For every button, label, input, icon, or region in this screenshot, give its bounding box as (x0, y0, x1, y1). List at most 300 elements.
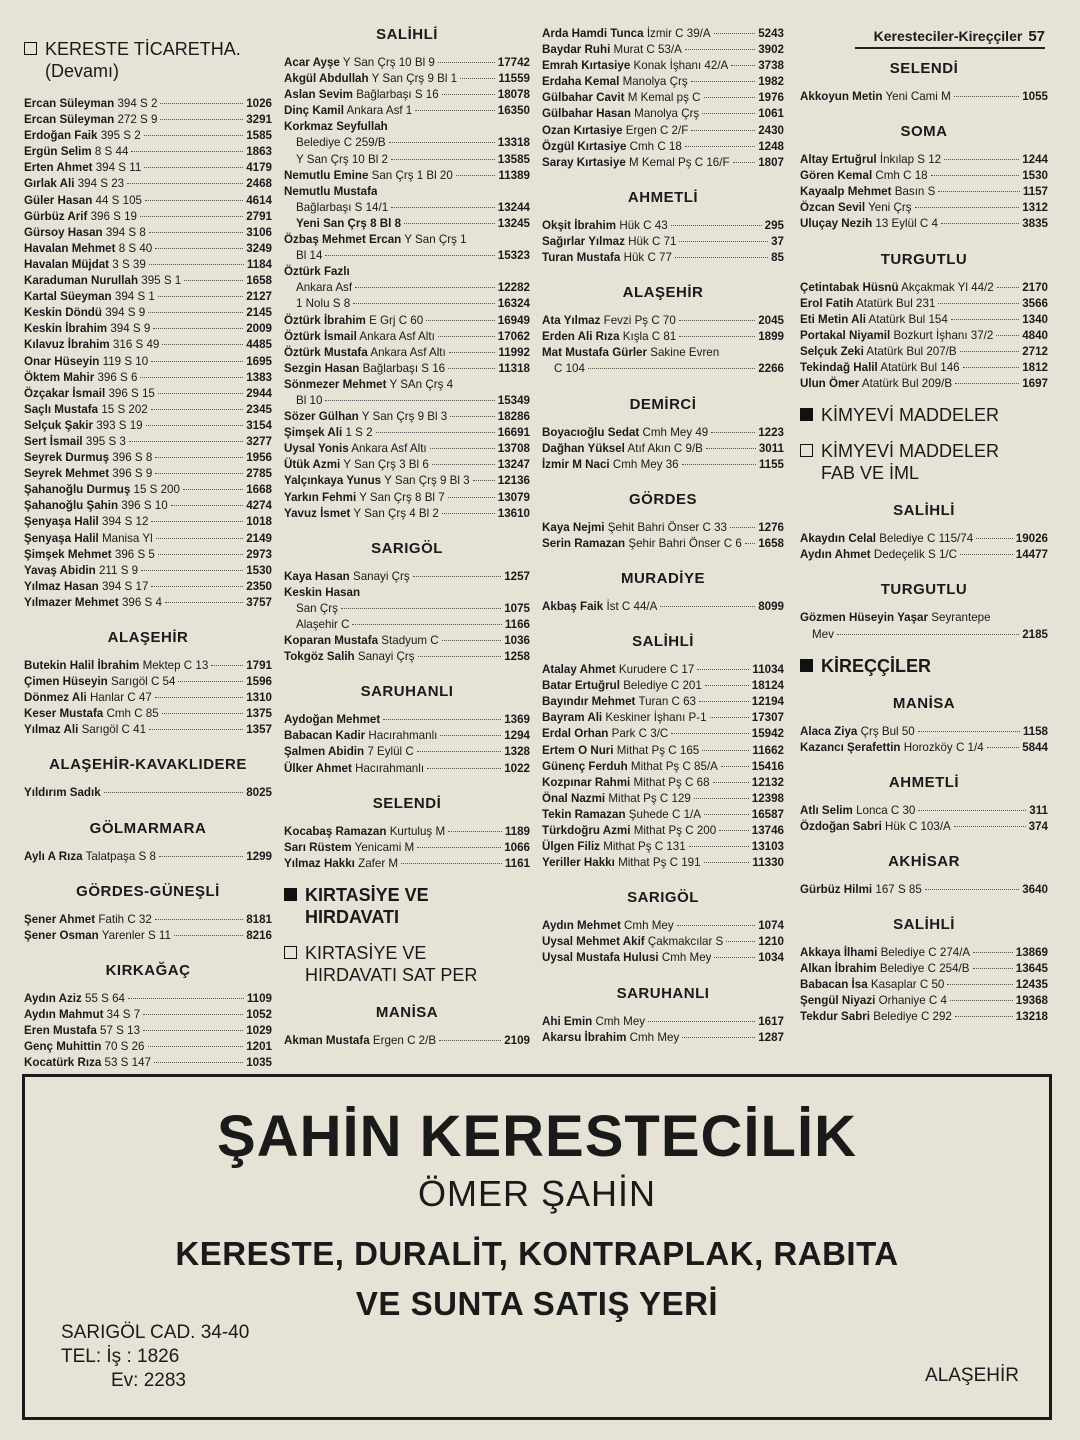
dot-leader (679, 320, 755, 321)
listing-row (284, 744, 530, 760)
listing-name-address (24, 1007, 140, 1023)
category-title-line: HIRDAVATI SAT PER (305, 964, 478, 985)
category-title-line: HIRDAVATI (305, 906, 399, 927)
listing-name: Kazancı Şerafettin (800, 740, 901, 754)
dot-leader (427, 768, 501, 769)
listing-name-address (800, 945, 970, 961)
section-heading: TURGUTLU (880, 250, 968, 268)
listing-name-address (24, 690, 152, 706)
listing-address: Y San Çrş 3 Bl 6 (343, 458, 429, 472)
listing-name-address (24, 658, 208, 674)
listing-row (542, 678, 784, 694)
listing-name-address (800, 344, 957, 360)
dot-leader (438, 336, 495, 337)
listing-name: Yılmaz Hakkı (284, 856, 355, 870)
listing-phone: 1061 (758, 107, 784, 121)
listing-name-address (542, 42, 682, 58)
listing-address: 396 S 5 (114, 547, 155, 561)
listing-row (542, 218, 784, 234)
listing-group (24, 991, 272, 1071)
dot-leader (918, 731, 1020, 732)
listing-name-address (284, 457, 429, 473)
listing-address: Alaşehir C (296, 618, 350, 631)
listing-name: Öktem Mahir (24, 370, 95, 384)
dot-leader (960, 351, 1020, 352)
listing-name-address (24, 354, 148, 370)
listing-name-address (24, 547, 155, 563)
listing-address: 272 S 9 (117, 113, 158, 127)
listing-row (800, 740, 1048, 756)
listing-name-address (800, 280, 994, 296)
listing-name: Kozpınar Rahmi (542, 775, 631, 789)
listing-group (284, 712, 530, 776)
listing-address: Sarıgöl C 54 (111, 675, 176, 689)
listing-phone: 16691 (497, 426, 530, 440)
listing-phone: 12435 (1015, 978, 1048, 992)
dot-leader (460, 78, 495, 79)
listing-name: Ata Yılmaz (542, 314, 601, 328)
listing-name-address (800, 89, 951, 105)
dot-leader (155, 473, 243, 474)
dot-leader (128, 998, 244, 999)
listing-name: Uluçay Nezih (800, 217, 873, 231)
listing-name-address (24, 370, 137, 386)
listing-phone: 2045 (758, 314, 784, 328)
dot-leader (211, 665, 243, 666)
dot-leader (925, 889, 1019, 890)
listing-name: Keskin Döndü (24, 306, 102, 320)
listing-phone: 4840 (1022, 328, 1048, 342)
dot-leader (159, 856, 243, 857)
listing-phone: 1807 (758, 155, 784, 169)
listing-row (542, 726, 784, 742)
listing-address: Hük C 71 (628, 234, 677, 248)
listing-phone: 1697 (1022, 377, 1048, 391)
section-heading: SALİHLİ (893, 502, 955, 520)
listing-name: Uysal Mustafa Hulusi (542, 951, 659, 965)
category-title-line: KIRTASİYE VE (305, 884, 429, 905)
listing-row (800, 961, 1048, 977)
listing-phone: 15323 (497, 249, 530, 263)
listing-phone: 17307 (751, 711, 784, 725)
listing-phone: 1340 (1022, 312, 1048, 326)
listing-name-address (24, 674, 175, 690)
listing-name: Erol Fatih (800, 296, 854, 310)
dot-leader (691, 81, 756, 82)
listing-name: Önal Nazmi (542, 791, 606, 805)
listing-address: Sakine Evren (650, 346, 720, 360)
category-title (821, 404, 1048, 426)
listing-row (284, 473, 530, 489)
listing-row (24, 466, 272, 482)
listing-address: San Çrş 1 Bl 20 (371, 168, 453, 182)
listing-address: Hacırahmanlı (368, 729, 438, 743)
listing-row (24, 176, 272, 192)
listing-name-address (542, 839, 686, 855)
listing-row (800, 376, 1048, 392)
listing-name-address (812, 627, 834, 643)
listing-address: Bl 10 (296, 393, 323, 407)
listing-name: Alaca Ziya (800, 724, 858, 738)
dot-leader (973, 952, 1013, 953)
dot-leader (442, 94, 495, 95)
listing-row (542, 345, 784, 361)
listing-name-address (542, 58, 728, 74)
listing-row (24, 579, 272, 595)
listing-name: Ülker Ahmet (284, 761, 352, 775)
ad-phone-home: Ev: 2283 (111, 1370, 186, 1391)
listing-phone: 1052 (246, 1007, 272, 1021)
listing-name-address (800, 1009, 952, 1025)
listing-name: Gürbüz Hilmi (800, 882, 873, 896)
dot-leader (151, 586, 243, 587)
listing-name: Kaya Nejmi (542, 520, 605, 534)
listing-address: 1 S 2 (345, 426, 373, 440)
listing-address: Keskiner İşhanı P-1 (605, 711, 707, 725)
listing-name-address (800, 961, 970, 977)
listing-address: Orhaniye C 4 (878, 994, 947, 1008)
category-title-line: KİMYEVİ MADDELER (821, 405, 1000, 426)
listing-row (542, 743, 784, 759)
listing-phone: 1055 (1022, 90, 1048, 103)
listing-address: Hacırahmanlı (355, 761, 425, 775)
listing-address: Dedeçelik S 1/C (873, 548, 958, 562)
section-heading: ALAŞEHİR (622, 284, 704, 302)
listing-name-address (800, 547, 957, 563)
listing-phone: 12132 (751, 775, 784, 789)
listing-phone: 1812 (1022, 361, 1048, 375)
listing-row (24, 1023, 272, 1039)
listing-name: Ergün Selim (24, 145, 92, 159)
dot-leader (160, 103, 243, 104)
listing-name: Yavaş Abidin (24, 563, 96, 577)
listing-address: Seyrantepe (931, 611, 991, 625)
listing-phone: 11992 (498, 345, 530, 359)
listing-row (24, 370, 272, 386)
listing-address: 396 S 19 (90, 209, 137, 223)
listing-phone: 1018 (246, 515, 272, 529)
listing-name-address (800, 200, 912, 216)
listing-address: 53 S 147 (104, 1056, 151, 1070)
listing-address: Şehir Bahri Önser C 6 (628, 536, 742, 550)
listing-name-address (24, 144, 128, 160)
listing-phone: 1201 (246, 1040, 272, 1054)
listing-name-address (542, 855, 701, 871)
listing-name: Yeriller Hakkı (542, 856, 615, 870)
listing-name: Sert İsmail (24, 434, 83, 448)
listing-name-address (800, 312, 948, 328)
ad-owner: ÖMER ŞAHİN (417, 1173, 657, 1214)
listing-address: M Kemal pş C (627, 91, 701, 105)
listing-phone: 3835 (1022, 217, 1048, 231)
listing-phone: 13103 (751, 840, 784, 854)
listing-name: Erdoğan Faik (24, 129, 98, 143)
dot-leader (704, 862, 750, 863)
dot-leader (691, 130, 755, 131)
listing-name: Akarsu İbrahim (542, 1030, 627, 1044)
listing-name: Acar Ayşe (284, 56, 340, 69)
listing-name: Korkmaz Seyfullah (284, 120, 388, 134)
listing-phone: 2009 (246, 322, 272, 336)
listing-phone: 2266 (758, 362, 784, 376)
section-heading: SALİHLİ (632, 633, 694, 651)
listing-name: Dönmez Ali (24, 691, 87, 705)
listing-phone: 3738 (758, 59, 784, 73)
listing-name: Ozan Kırtasiye (542, 123, 623, 137)
listing-address: Talatpaşa S 8 (85, 849, 156, 863)
listing-name-address (542, 823, 716, 839)
listing-address: Horozköy C 1/4 (903, 740, 984, 754)
listing-address: 395 S 3 (85, 434, 126, 448)
dot-leader (143, 1014, 243, 1015)
listing-address: Zafer M (358, 856, 399, 870)
dot-leader (149, 232, 243, 233)
listing-phone: 16350 (497, 104, 530, 118)
listing-address: Belediye C 201 (623, 679, 702, 693)
listing-name: Aydın Aziz (24, 991, 82, 1005)
listing-address: Mithat Pş C 200 (633, 824, 717, 837)
listing-row (284, 103, 530, 119)
listing-phone: 12136 (497, 474, 530, 488)
listing-address: Hük C 103/A (885, 819, 951, 833)
listing-name-address (24, 1039, 145, 1055)
listing-group (800, 531, 1048, 563)
listing-name: Kayaalp Mehmet (800, 185, 892, 199)
listing-name: Sağırlar Yılmaz (542, 234, 625, 248)
listing-name-address (542, 759, 718, 775)
dot-leader (963, 367, 1020, 368)
listing-phone: 13318 (497, 136, 530, 150)
listing-phone: 1109 (246, 991, 272, 1005)
dot-leader (352, 624, 501, 625)
listing-name: Serin Ramazan (542, 536, 626, 550)
listing-phone: 1312 (1022, 201, 1048, 215)
listing-row (24, 991, 272, 1007)
listing-address: İst C 44/A (606, 599, 658, 613)
dot-leader (438, 62, 495, 63)
listing-row (24, 498, 272, 514)
dot-leader (355, 287, 495, 288)
listing-phone: 1357 (246, 723, 272, 737)
dot-leader (155, 697, 243, 698)
listing-name-address (542, 74, 688, 90)
listing-name: Sönmezer Mehmet (284, 377, 387, 391)
listing-row (24, 354, 272, 370)
listing-name-address (24, 785, 101, 801)
listing-name: Arda Hamdi Tunca (542, 27, 644, 40)
listing-address: Cmh Mey (595, 1014, 646, 1028)
listing-row (284, 87, 530, 103)
listing-row (24, 418, 272, 434)
listing-group (284, 55, 530, 522)
listing-name: Özdoğan Sabri (800, 819, 882, 833)
listing-name: Şengül Niyazi (800, 994, 876, 1008)
listing-name-address (284, 232, 467, 248)
listing-row (800, 280, 1048, 296)
listing-address: Kurudere C 17 (618, 663, 695, 677)
listing-row (24, 1007, 272, 1023)
listing-row (284, 345, 530, 361)
listing-address: 55 S 64 (85, 991, 125, 1005)
listing-name: Keskin Hasan (284, 585, 361, 599)
listing-phone: 2944 (246, 386, 272, 400)
listing-address: Ergen C 2/B (372, 1033, 437, 1047)
listing-name-address (296, 216, 401, 232)
listing-phone: 1155 (758, 457, 784, 471)
dot-leader (938, 303, 1019, 304)
listing-phone: 2185 (1022, 627, 1048, 641)
section-heading: SELENDİ (889, 60, 959, 77)
listing-phone: 1791 (246, 659, 272, 672)
dot-leader (160, 119, 243, 120)
listing-name: Atalay Ahmet (542, 663, 616, 677)
listing-phone: 2345 (246, 402, 272, 416)
listing-phone: 2468 (246, 177, 272, 191)
dot-leader (439, 1040, 501, 1041)
listing-name-address (554, 361, 585, 377)
listing-address: 396 S 8 (112, 451, 153, 465)
listing-name: Atlı Selim (800, 803, 853, 817)
listing-phone: 1075 (504, 601, 530, 615)
listing-name: Türkdoğru Azmi (542, 824, 631, 837)
listing-name-address (296, 152, 388, 168)
listing-name-address (24, 96, 157, 112)
listing-phone: 1658 (758, 536, 784, 550)
dot-leader (426, 320, 495, 321)
listing-address: Kurtuluş M (389, 824, 446, 838)
listing-phone: 13585 (497, 152, 530, 166)
listing-address: Mithat Pş C 129 (608, 791, 691, 805)
listing-row (800, 819, 1048, 835)
listing-name: Selçuk Şakir (24, 418, 93, 432)
listing-row (542, 313, 784, 329)
listing-phone: 1258 (504, 650, 530, 664)
listing-row (284, 329, 530, 345)
listing-name: Şimşek Mehmet (24, 547, 112, 561)
listing-phone: 13645 (1015, 962, 1048, 976)
dot-leader (325, 400, 494, 401)
dot-leader (711, 432, 755, 433)
dot-leader (704, 814, 749, 815)
dot-leader (450, 416, 495, 417)
listing-phone: 8025 (246, 786, 272, 800)
listing-address: 395 S 2 (100, 129, 141, 143)
dot-leader (941, 223, 1019, 224)
dot-leader (733, 162, 756, 163)
dot-leader (731, 65, 755, 66)
listing-name-address (800, 376, 952, 392)
listing-name-address (24, 466, 152, 482)
listing-phone: 1158 (1022, 724, 1048, 738)
listing-name: Şenyaşa Halil (24, 531, 99, 545)
listing-name-address (542, 662, 694, 678)
listing-row (542, 918, 784, 934)
listing-row (24, 434, 272, 450)
listing-row (800, 184, 1048, 200)
listing-name: Ülgen Filiz (542, 840, 600, 854)
listing-phone: 3757 (246, 595, 272, 609)
listing-name-address (800, 184, 935, 200)
listing-address: Lonca C 30 (856, 803, 916, 817)
listing-row (284, 135, 530, 151)
listing-address: Mithat Pş C 85/A (630, 759, 718, 773)
dot-leader (931, 175, 1020, 176)
listing-name-address (284, 649, 415, 665)
section-heading: SARUHANLI (360, 683, 454, 701)
listing-row (542, 536, 784, 552)
listing-phone: 5243 (758, 27, 784, 40)
listing-name: Eti Metin Ali (800, 312, 866, 326)
listing-phone: 8181 (246, 912, 272, 926)
listing-address: Manolya Çrş (622, 75, 688, 89)
listing-name-address (284, 103, 412, 119)
listing-name-address (542, 234, 676, 250)
listing-row (284, 216, 530, 232)
section-heading: DEMİRCİ (629, 395, 697, 413)
listing-phone: 8099 (758, 599, 784, 613)
listing-row (284, 152, 530, 168)
listing-name-address (542, 218, 668, 234)
listing-address: Turan C 63 (638, 695, 697, 709)
listing-address: Y SAn Çrş 4 (389, 377, 454, 391)
listing-name-address (542, 918, 674, 934)
listing-name-address (24, 563, 138, 579)
listing-phone: 2430 (758, 123, 784, 137)
listing-address: 15 S 202 (101, 402, 148, 416)
listing-row (800, 1009, 1048, 1025)
listing-name: Erdal Orhan (542, 727, 609, 741)
listing-name-address (542, 950, 711, 966)
listing-name: Mat Mustafa Gürler (542, 346, 648, 360)
listing-address: Manolya Çrş (634, 107, 700, 121)
listing-row (542, 934, 784, 950)
listing-address: Y San Çrş 4 Bl 2 (353, 506, 439, 520)
listing-name-address (24, 337, 159, 353)
listing-address: Çakmakcılar S (647, 935, 724, 949)
listing-phone: 1899 (758, 330, 784, 344)
dot-leader (162, 713, 244, 714)
listing-phone: 1022 (504, 761, 530, 775)
dot-leader (671, 225, 762, 226)
listing-name: Akgül Abdullah (284, 72, 369, 86)
listing-group (542, 918, 784, 966)
listing-phone: 1596 (246, 675, 272, 689)
listing-row (800, 627, 1048, 643)
section-heading: AHMETLİ (888, 773, 960, 791)
directory-column-2 (284, 26, 530, 1049)
listing-name-address (296, 280, 352, 296)
listing-row (24, 273, 272, 289)
listing-name-address (24, 225, 146, 241)
dot-leader (918, 810, 1026, 811)
listing-name-address (24, 386, 155, 402)
listing-address: Ankara Asf (296, 281, 353, 295)
listing-name-address (542, 106, 699, 122)
listing-row (24, 305, 272, 321)
listing-row (24, 690, 272, 706)
listing-row (542, 123, 784, 139)
listing-address: 396 S 10 (121, 499, 168, 513)
dot-leader (442, 513, 495, 514)
listing-address: 70 S 26 (104, 1040, 145, 1054)
dot-leader (713, 782, 749, 783)
listing-name: Nemutlu Mustafa (284, 184, 378, 198)
listing-name-address (24, 209, 137, 225)
dot-leader (418, 656, 502, 657)
listing-name: Kartal Süeyman (24, 290, 112, 304)
listing-address: Atatürk Bul 146 (880, 361, 960, 375)
listing-phone: 1257 (504, 569, 530, 583)
